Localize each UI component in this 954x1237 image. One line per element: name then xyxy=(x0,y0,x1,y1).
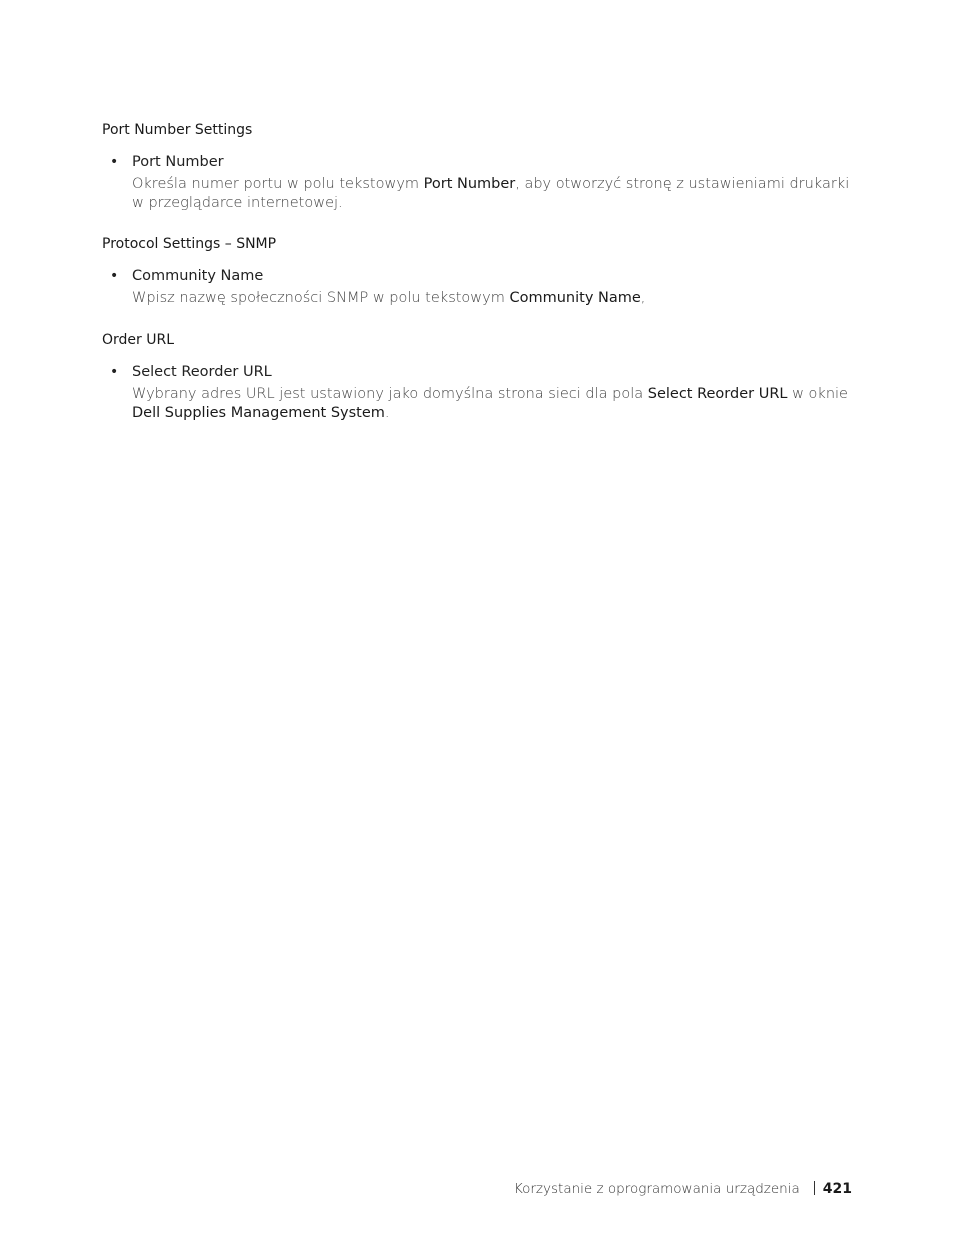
section-heading: Order URL xyxy=(102,332,175,348)
page-number: 421 xyxy=(822,1181,852,1197)
footer-chapter-title: Korzystanie z oprogramowania urządzenia xyxy=(513,1181,800,1197)
bullet-icon: • xyxy=(110,364,119,380)
list-item xyxy=(102,266,842,308)
item-title: Community Name xyxy=(132,268,264,284)
item-title: Select Reorder URL xyxy=(132,364,272,380)
desc-emphasis: Select Reorder URL xyxy=(647,386,788,402)
list-item xyxy=(102,362,848,423)
desc-text: w oknie xyxy=(787,386,848,402)
item-description xyxy=(132,289,852,308)
item-description xyxy=(132,385,852,423)
desc-text: Wpisz nazwę społeczności SNMP w polu tekstowym xyxy=(132,290,510,306)
footer-divider xyxy=(814,1181,815,1195)
list-item xyxy=(102,152,850,213)
desc-text: , aby otworzyć stronę z ustawieniami drukarki w przeglądarce internetowej. xyxy=(132,176,850,211)
desc-text: . xyxy=(384,405,390,421)
section-protocol-settings-snmp xyxy=(102,234,842,308)
desc-emphasis: Community Name xyxy=(509,290,641,306)
desc-text: Określa numer portu w polu tekstowym xyxy=(132,176,424,192)
page-footer xyxy=(514,1179,852,1199)
bullet-icon: • xyxy=(110,268,119,284)
section-heading: Protocol Settings – SNMP xyxy=(102,236,277,252)
desc-emphasis: Dell Supplies Management System xyxy=(132,405,385,421)
item-title: Port Number xyxy=(132,154,224,170)
desc-text: , xyxy=(640,290,646,306)
section-order-url xyxy=(102,330,848,423)
section-port-number-settings xyxy=(102,120,850,213)
desc-emphasis: Port Number xyxy=(423,176,516,192)
section-heading: Port Number Settings xyxy=(102,122,253,138)
desc-text: Wybrany adres URL jest ustawiony jako domyślna strona sieci dla pola xyxy=(132,386,648,402)
bullet-icon: • xyxy=(110,154,119,170)
item-description xyxy=(132,175,852,213)
